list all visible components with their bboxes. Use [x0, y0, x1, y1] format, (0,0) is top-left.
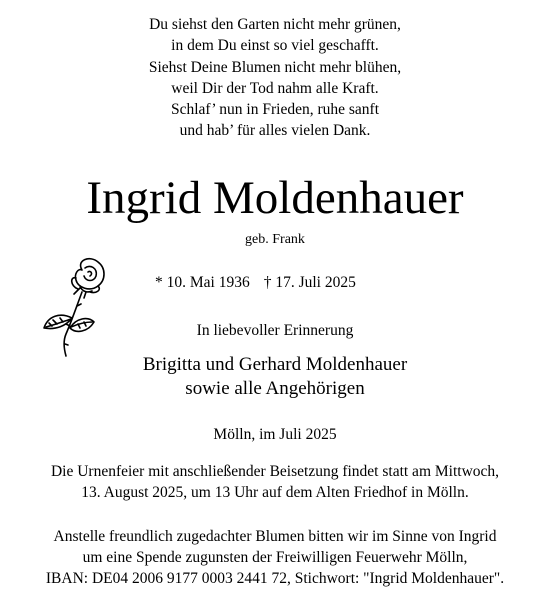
poem-line: und hab’ für alles vielen Dank. [179, 122, 371, 140]
death-date: † 17. Juli 2025 [263, 274, 356, 291]
donation-line: um eine Spende zugunsten der Freiwilligen Feuerwehr Mölln, [82, 549, 468, 566]
donation-line: IBAN: DE04 2006 9177 0003 2441 72, Stichwort: "Ingrid Moldenhauer". [45, 570, 505, 587]
maiden-name: geb. Frank [245, 232, 305, 247]
life-dates [155, 272, 395, 294]
poem-line: Du siehst den Garten nicht mehr grünen, [149, 16, 401, 33]
mourner-line: sowie alle Angehörigen [185, 378, 365, 399]
donation-line: Anstelle freundlich zugedachter Blumen bitten wir im Sinne von Ingrid [53, 528, 497, 545]
birth-date: * 10. Mai 1936 [155, 274, 250, 291]
funeral-line: Die Urnenfeier mit anschließender Beisetzung findet statt am Mittwoch, [50, 463, 500, 480]
poem-line: weil Dir der Tod nahm alle Kraft. [171, 79, 379, 97]
donation-info [0, 526, 550, 589]
poem-line: Schlaf’ nun in Frieden, ruhe sanft [170, 101, 380, 119]
funeral-line: 13. August 2025, um 13 Uhr auf dem Alten Friedhof in Mölln. [81, 484, 469, 501]
memory-line: In liebevoller Erinnerung [196, 322, 354, 339]
mourner-line: Brigitta und Gerhard Moldenhauer [142, 354, 408, 375]
poem [0, 14, 550, 142]
mourners [0, 353, 550, 401]
poem-line: Siehst Deine Blumen nicht mehr blühen, [148, 58, 402, 76]
place-date: Mölln, im Juli 2025 [213, 426, 337, 443]
poem-line: in dem Du einst so viel geschafft. [171, 37, 379, 55]
rose-icon [30, 256, 112, 358]
funeral-info [0, 461, 550, 503]
deceased-name: Ingrid Moldenhauer [86, 172, 464, 224]
